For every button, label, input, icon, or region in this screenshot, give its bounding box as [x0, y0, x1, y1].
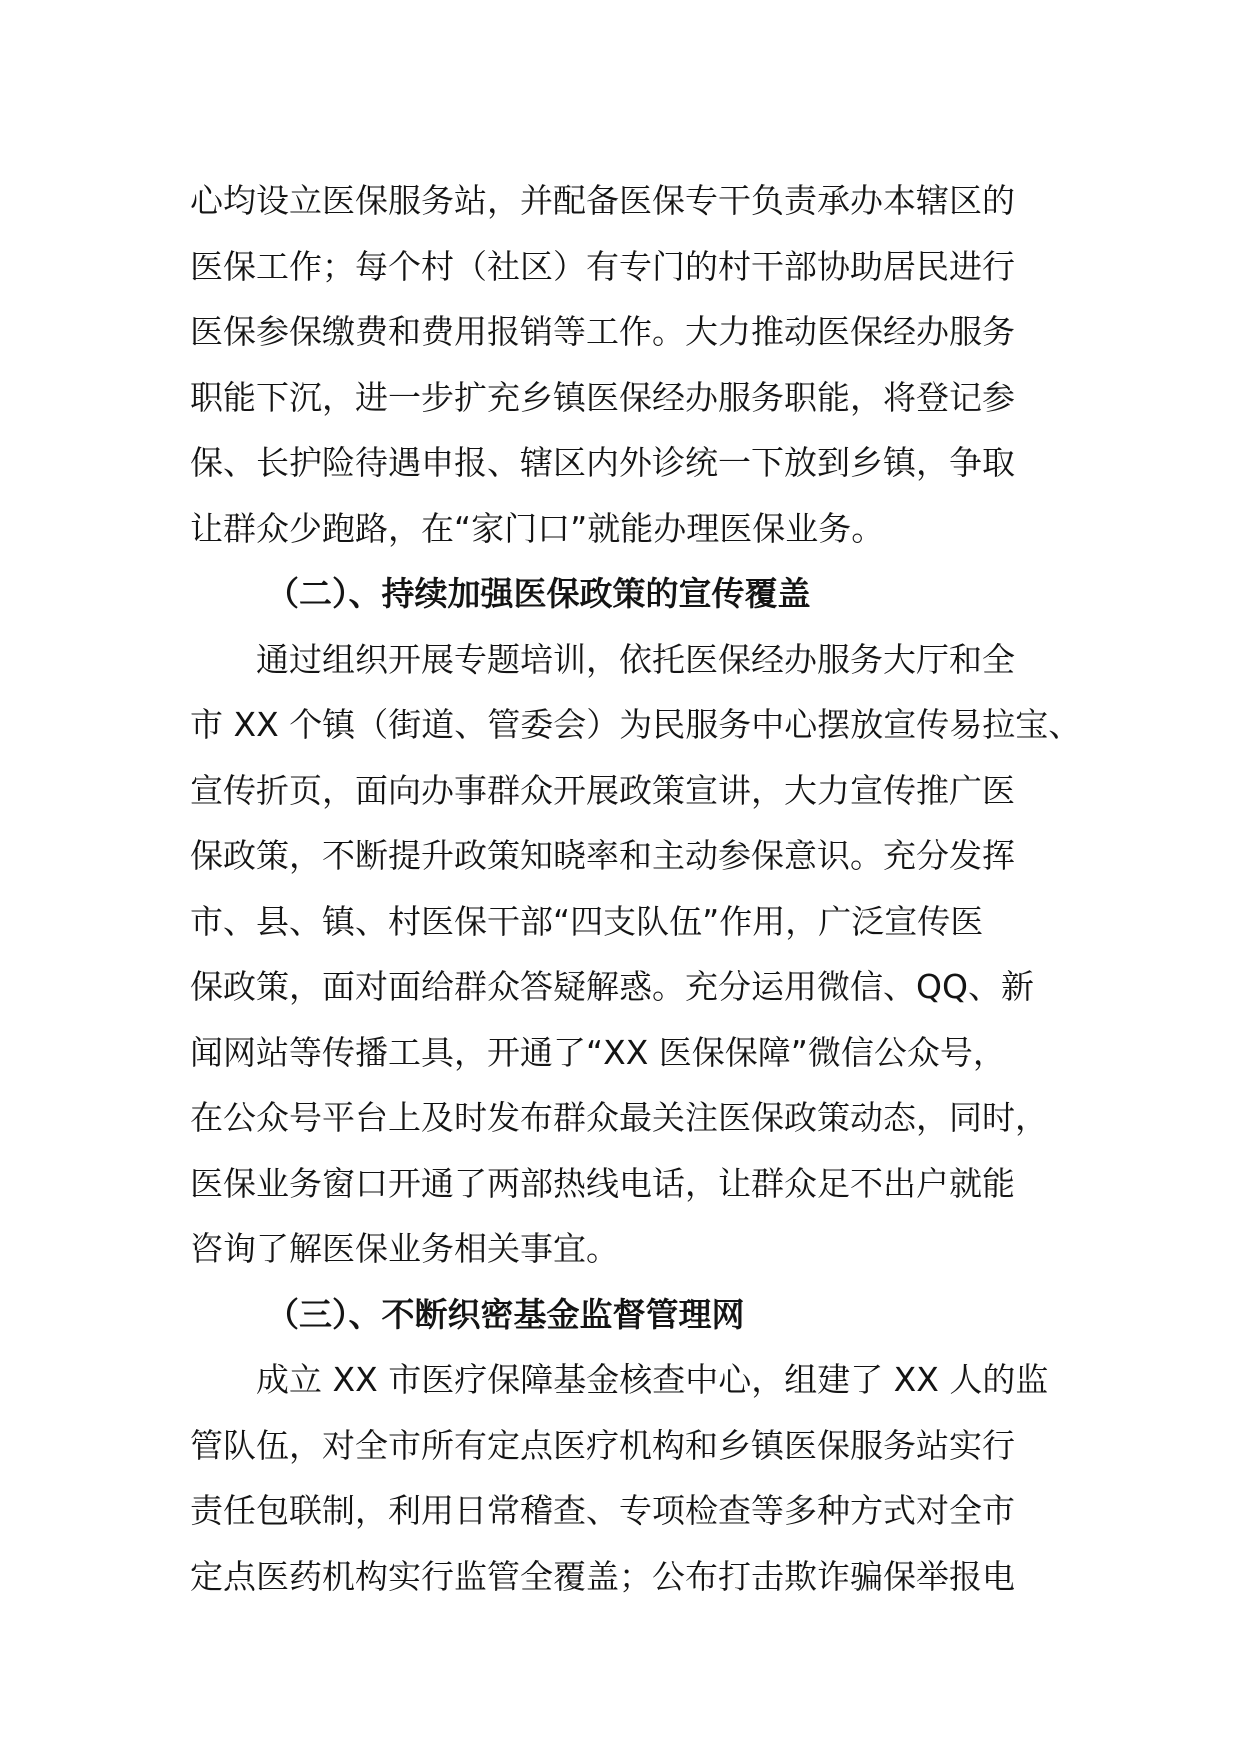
- paragraph-line: 保政策，不断提升政策知晓率和主动参保意识。充分发挥: [190, 836, 1015, 875]
- paragraph-line: 职能下沉，进一步扩充乡镇医保经办服务职能，将登记参: [190, 377, 1015, 417]
- paragraph-line: 市、县、镇、村医保干部“四支队伍”作用，广泛宣传医: [190, 901, 984, 941]
- paragraph-line: 心均设立医保服务站，并配备医保专干负责承办本辖区的: [190, 181, 1015, 220]
- paragraph-line: 闻网站等传播工具，开通了“XX 医保保障”微信公众号，: [190, 1032, 1006, 1072]
- paragraph-line: 保政策，面对面给群众答疑解惑。充分运用微信、QQ、新: [190, 967, 1034, 1006]
- paragraph-line: 医保业务窗口开通了两部热线电话，让群众足不出户就能: [190, 1163, 1015, 1203]
- paragraph-line: 在公众号平台上及时发布群众最关注医保政策动态，同时，: [190, 1098, 1048, 1137]
- paragraph-line: 医保工作；每个村（社区）有专门的村干部协助居民进行: [190, 246, 1015, 286]
- paragraph-line: 责任包联制，利用日常稽查、专项检查等多种方式对全市: [190, 1491, 1015, 1530]
- paragraph-line: 管队伍，对全市所有定点医疗机构和乡镇医保服务站实行: [190, 1425, 1015, 1465]
- paragraph-line: 成立 XX 市医疗保障基金核查中心，组建了 XX 人的监: [256, 1360, 1049, 1399]
- paragraph-line: 咨询了解医保业务相关事宜。: [190, 1229, 619, 1268]
- paragraph-line: 保、长护险待遇申报、辖区内外诊统一下放到乡镇，争取: [190, 443, 1015, 482]
- section-heading: （三）、不断织密基金监督管理网: [266, 1294, 745, 1334]
- paragraph-line: 让群众少跑路，在“家门口”就能办理医保业务。: [190, 508, 885, 548]
- document-body: [190, 168, 1090, 1609]
- section-heading: （二）、持续加强医保政策的宣传覆盖: [266, 574, 811, 613]
- paragraph-line: 市 XX 个镇（街道、管委会）为民服务中心摆放宣传易拉宝、: [190, 705, 1082, 744]
- paragraph-line: 医保参保缴费和费用报销等工作。大力推动医保经办服务: [190, 312, 1015, 351]
- paragraph-line: 通过组织开展专题培训，依托医保经办服务大厅和全: [256, 639, 1015, 679]
- paragraph-line: 宣传折页，面向办事群众开展政策宣讲，大力宣传推广医: [190, 770, 1015, 810]
- paragraph-line: 定点医药机构实行监管全覆盖；公布打击欺诈骗保举报电: [190, 1556, 1015, 1596]
